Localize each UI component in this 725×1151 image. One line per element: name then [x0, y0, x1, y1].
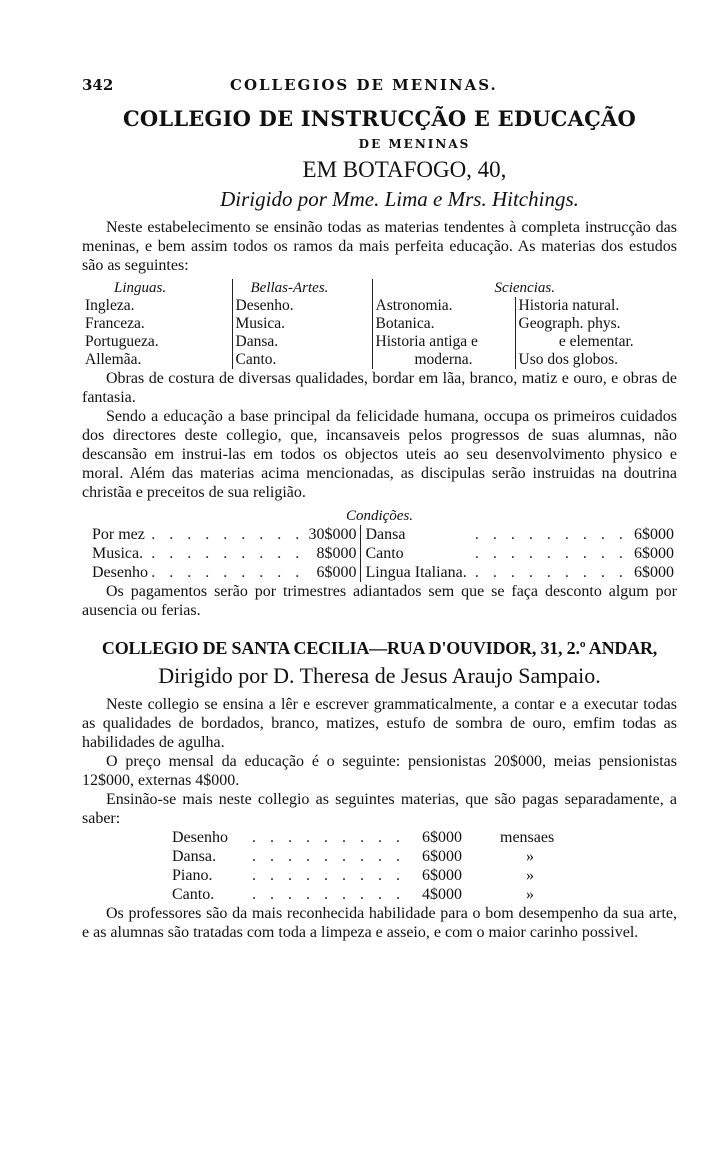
leader-dots: . . . . . . . . .: [252, 848, 405, 865]
section-collegio-santa-cecilia: [82, 638, 677, 942]
table-row: [82, 333, 677, 351]
price-value: 6$000: [422, 848, 462, 865]
sewing-paragraph: Obras de costura de diversas qualidades, bordar em lãa, branco, matiz e ouro, e obras de fantasia.: [82, 370, 677, 406]
price-note: »: [526, 848, 534, 865]
section-title: COLLEGIO DE SANTA CECILIA—RUA D'OUVIDOR, 31, 2.º ANDAR,: [101, 638, 658, 658]
table-cell: Historia natural.: [515, 297, 677, 315]
page-number: 342: [82, 76, 114, 94]
price-value: 6$000: [634, 526, 674, 543]
extras-intro-paragraph: Ensinão-se mais neste collegio as seguintes materias, que são pagas separadamente, a saber:: [82, 791, 677, 827]
education-paragraph: Sendo a educação a base principal da felicidade humana, occupa os primeiros cuidados dos directores deste collegio, que, incansaveis pelos progressos de suas alumnas, não descansão em instrui-las em todos os objectos uteis ao seu desenvolvimento physico e moral. Além das materias acima mencionadas, as discipulas serão instruidas na doutrina christãa e preceitos de sua religião.: [82, 408, 677, 501]
leader-dots: . . . . . . . . .: [151, 564, 305, 581]
table-cell: Canto.: [232, 351, 372, 369]
section-address: EM BOTAFOGO, 40,: [302, 157, 507, 182]
leader-dots: . . . . . . . . .: [474, 526, 628, 543]
table-cell: Geograph. phys.: [515, 315, 677, 333]
section-directors: Dirigido por Mme. Lima e Mrs. Hitchings.: [220, 187, 579, 211]
price-row: [92, 525, 678, 544]
table-cell: Astronomia.: [372, 297, 515, 315]
conditions-price-table: [92, 525, 678, 582]
leader-dots: . . . . . . . . .: [151, 526, 305, 543]
fees-paragraph: O preço mensal da educação é o seguinte: pensionistas 20$000, meias pensionistas 12$000, externas 4$000.: [82, 753, 677, 789]
price-value: 6$000: [634, 545, 674, 562]
table-cell: Musica.: [232, 315, 372, 333]
document-page: [82, 76, 677, 942]
price-value: 4$000: [422, 886, 462, 903]
price-item: Por mez: [92, 526, 145, 543]
price-row: [172, 866, 554, 885]
table-cell: e elementar.: [515, 333, 677, 351]
price-note: »: [526, 886, 534, 903]
intro-paragraph: Neste estabelecimento se ensinão todas as materias tendentes à completa instrucção das meninas, e bem assim todos os ramos da mais perfeita educação. As materias dos estudos são as seguintes:: [82, 219, 677, 274]
price-item: Desenho: [92, 564, 148, 581]
price-value: 30$000: [308, 526, 357, 543]
price-row: [172, 828, 554, 847]
table-cell: Uso dos globos.: [515, 351, 677, 369]
price-value: 8$000: [316, 545, 357, 562]
price-item: Desenho: [172, 829, 228, 846]
subjects-table: [82, 279, 677, 369]
table-cell: Franceza.: [85, 315, 145, 332]
price-item: Piano.: [172, 867, 213, 884]
table-cell: Portugueza.: [85, 333, 159, 350]
leader-dots: . . . . . . . . .: [252, 886, 405, 903]
table-row: [82, 351, 677, 369]
section-collegio-botafogo: [82, 106, 677, 620]
column-header: Bellas-Artes.: [232, 279, 372, 297]
column-header: Sciencias.: [372, 279, 677, 297]
price-value: 6$000: [422, 829, 462, 846]
payment-note: Os pagamentos serão por trimestres adiantados sem que se faça desconto algum por ausencia ou ferias.: [82, 583, 677, 619]
table-cell: Dansa.: [232, 333, 372, 351]
leader-dots: . . . . . . . . .: [252, 829, 405, 846]
subjects-header-row: [82, 279, 677, 297]
extras-price-table: [172, 828, 554, 904]
price-value: 6$000: [316, 564, 357, 581]
price-note: mensaes: [500, 829, 555, 846]
table-cell: Ingleza.: [85, 297, 135, 314]
price-item: Dansa: [361, 525, 475, 544]
running-head: [82, 76, 677, 98]
price-value: 6$000: [634, 564, 674, 581]
conditions-heading: Condições.: [345, 508, 414, 524]
leader-dots: . . . . . . . . .: [252, 867, 405, 884]
section-directors: Dirigido por D. Theresa de Jesus Araujo Sampaio.: [158, 663, 601, 688]
section-subtitle: DE MENINAS: [358, 137, 471, 151]
leader-dots: . . . . . . . . .: [474, 564, 628, 581]
table-cell: Botanica.: [372, 315, 515, 333]
price-item: Dansa.: [172, 848, 216, 865]
column-header: Linguas.: [114, 280, 167, 296]
table-cell: moderna.: [372, 351, 515, 369]
table-row: [82, 315, 677, 333]
price-value: 6$000: [422, 867, 462, 884]
table-cell: Allemãa.: [85, 351, 142, 368]
price-item: Musica.: [92, 545, 144, 562]
price-item: Lingua Italiana.: [361, 563, 475, 582]
section-title: COLLEGIO DE INSTRUCÇÃO E EDUCAÇÃO: [122, 106, 637, 131]
price-item: Canto: [361, 544, 475, 563]
leader-dots: . . . . . . . . .: [474, 545, 628, 562]
leader-dots: . . . . . . . . .: [151, 545, 305, 562]
price-row: [92, 563, 678, 582]
price-item: Canto.: [172, 886, 215, 903]
price-row: [172, 847, 554, 866]
table-cell: Desenho.: [232, 297, 372, 315]
running-title: COLLEGIOS DE MENINAS.: [230, 76, 498, 94]
price-note: »: [526, 867, 534, 884]
price-row: [92, 544, 678, 563]
curriculum-paragraph: Neste collegio se ensina a lêr e escrever grammaticalmente, a contar e a executar todas as qualidades de bordados, branco, matizes, estufo de sombra de ouro, emfim todas as habilidades de agulha.: [82, 696, 677, 751]
price-row: [172, 885, 554, 904]
table-row: [82, 297, 677, 315]
table-cell: Historia antiga e: [372, 333, 515, 351]
closing-paragraph: Os professores são da mais reconhecida habilidade para o bom desempenho da sua arte, e as alumnas são tratadas com toda a limpeza e asseio, e com o maior carinho possivel.: [82, 905, 677, 941]
